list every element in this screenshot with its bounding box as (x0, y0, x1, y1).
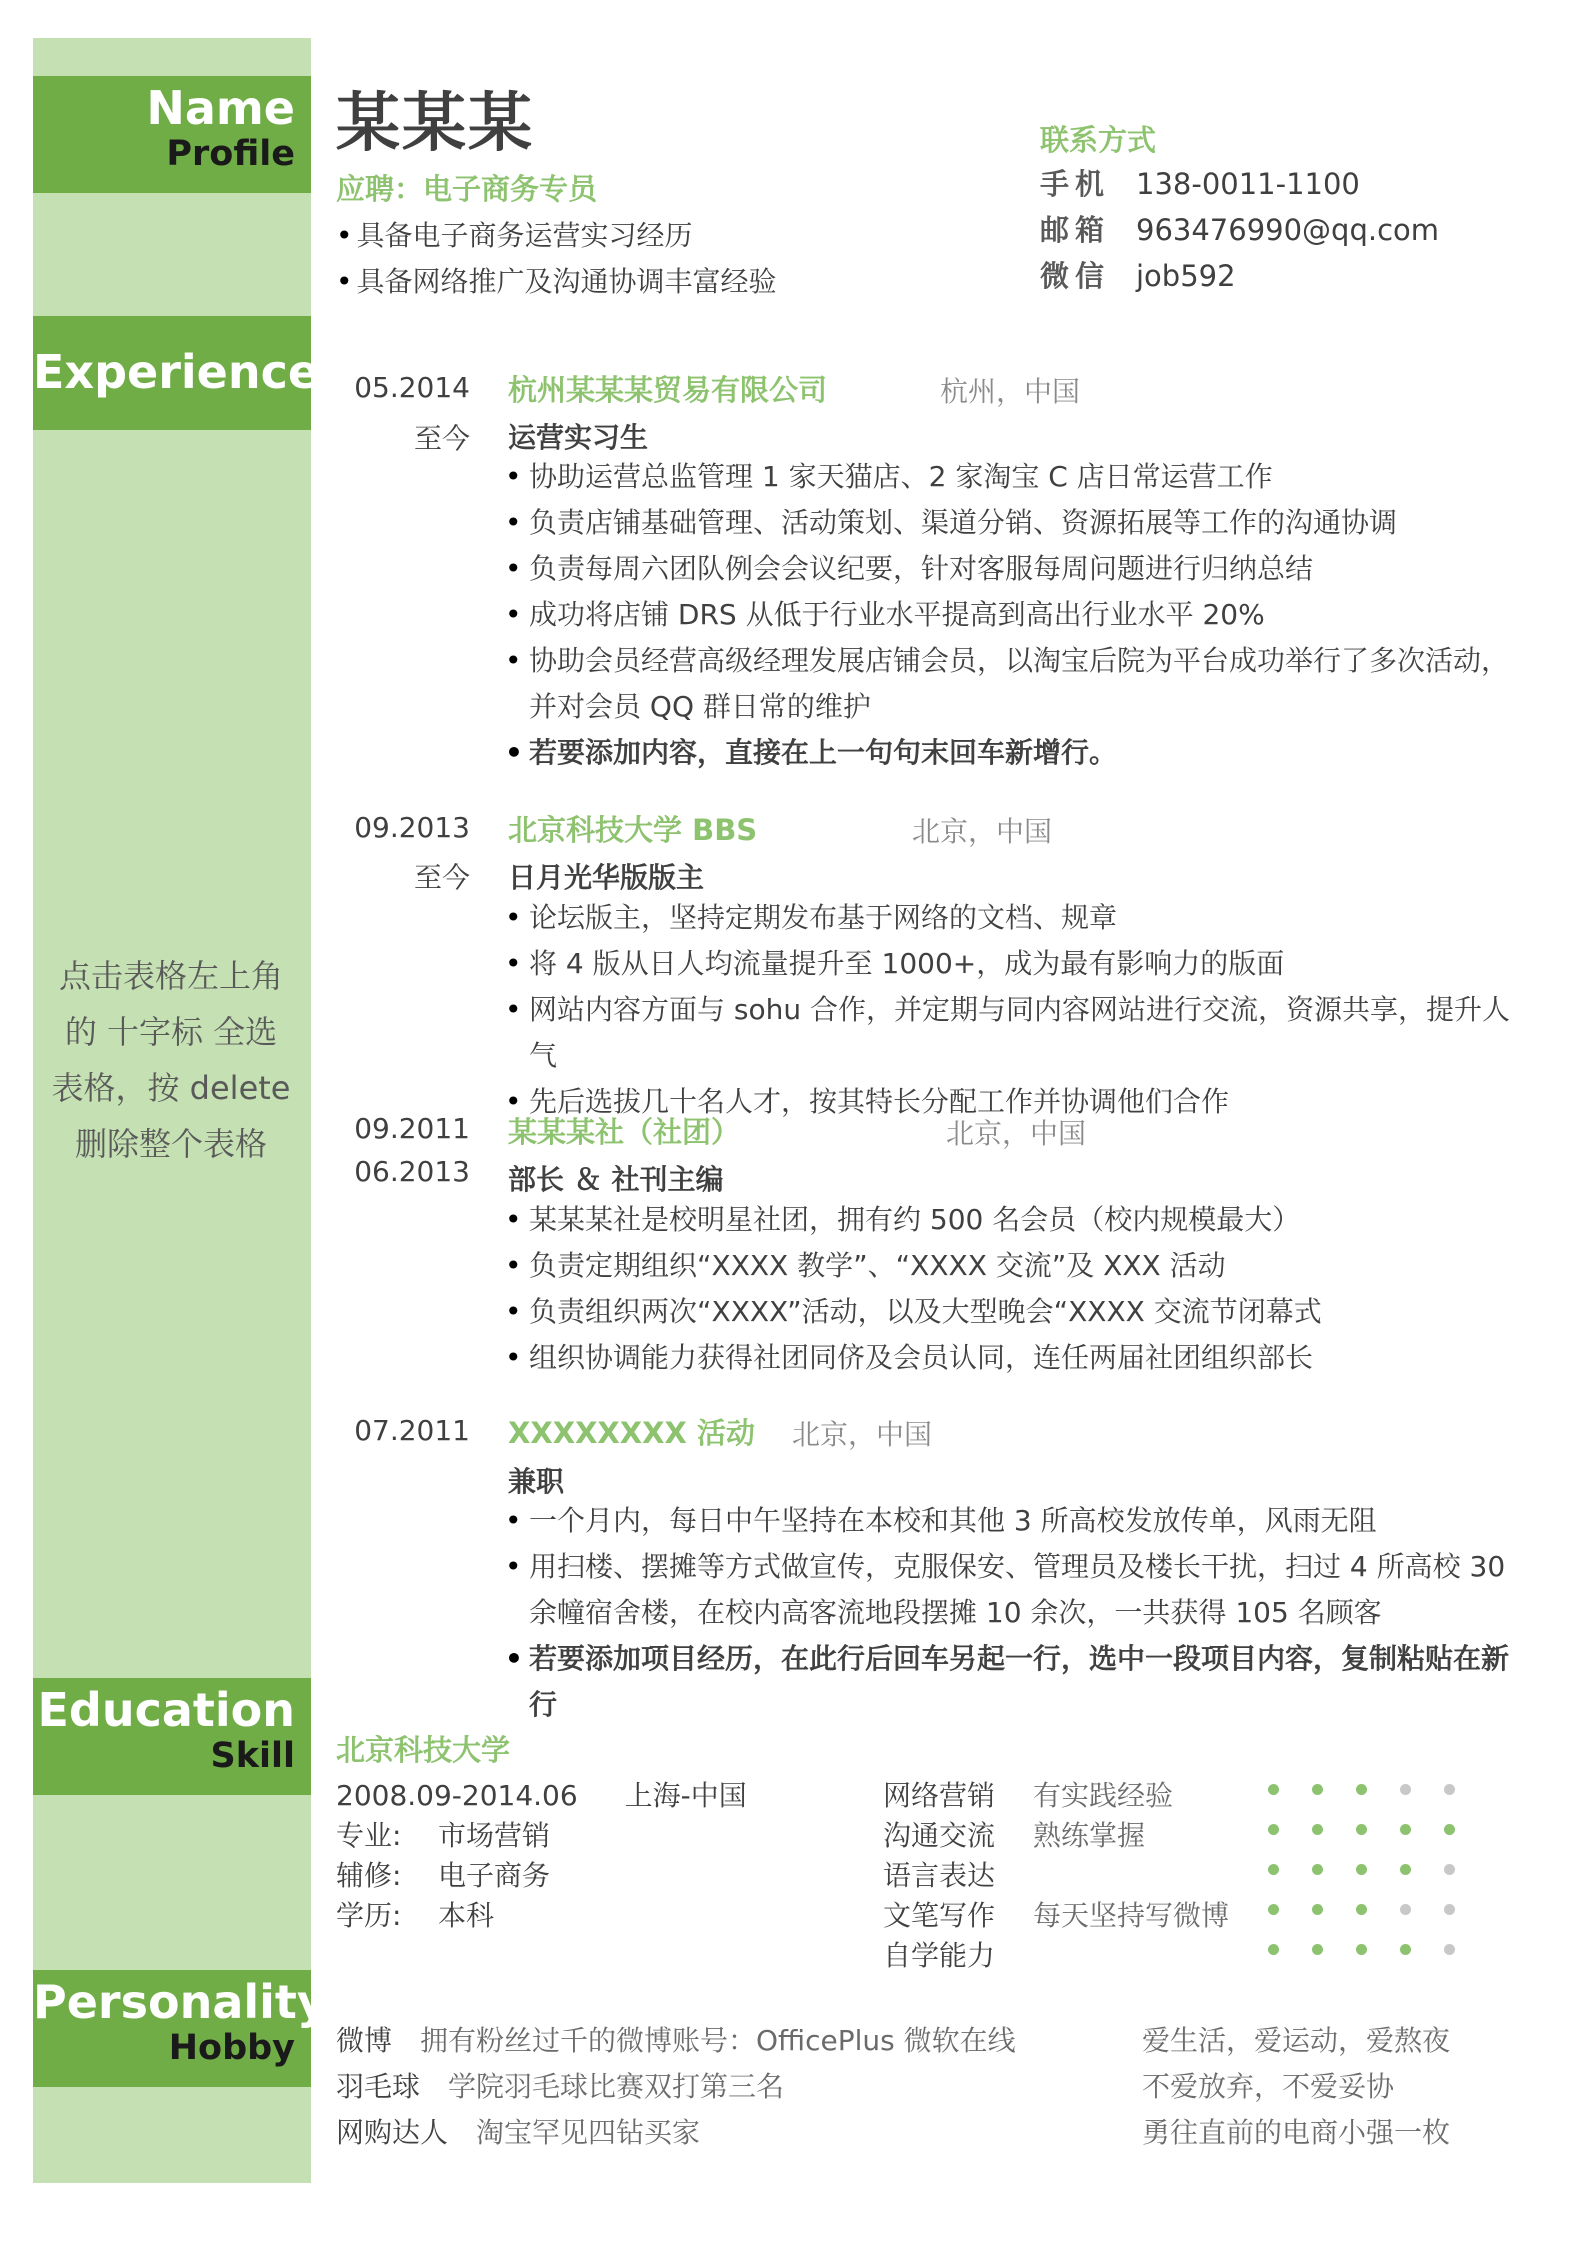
exp-item: • 协助运营总监管理 1 家天猫店、2 家淘宝 C 店日常运营工作 (505, 454, 1535, 500)
exp-items (505, 1498, 1535, 1728)
exp-start-date: 07.2011 (354, 1414, 470, 1447)
skill-desc: 熟练掌握 (1033, 1819, 1146, 1852)
exp-company: 杭州某某某贸易有限公司 (508, 373, 828, 407)
skill-dot-empty (1444, 1944, 1455, 1955)
contact-wechat (1040, 253, 1236, 299)
skill-dot-filled (1356, 1864, 1367, 1875)
skill-dot-empty (1444, 1904, 1455, 1915)
exp-item: • 一个月内，每日中午坚持在本校和其他 3 所高校发放传单，风雨无阻 (505, 1498, 1535, 1544)
skill-desc: 每天坚持写微博 (1033, 1899, 1230, 1932)
edu-degree-row (336, 1896, 494, 1936)
contact-value: job592 (1136, 259, 1236, 293)
skill-dot-empty (1444, 1784, 1455, 1795)
hobby-name: 网购达人 (336, 2116, 449, 2149)
exp-item: • 若要添加内容，直接在上一句句末回车新增行。 (505, 730, 1535, 776)
skill-name: 网络营销 (883, 1779, 996, 1812)
exp-role: 运营实习生 (508, 421, 649, 454)
exp-location: 杭州，中国 (940, 375, 1081, 408)
skill-dot-filled (1356, 1824, 1367, 1835)
edu-period: 2008.09-2014.06 (336, 1779, 578, 1812)
sidebar-note (45, 948, 297, 1172)
skill-dot-filled (1356, 1784, 1367, 1795)
name-band-subtitle: Profile (166, 134, 295, 174)
edu-period-row (336, 1776, 747, 1816)
skill-dot-filled (1268, 1944, 1279, 1955)
exp-item: • 负责组织两次“XXXX”活动，以及大型晚会“XXXX 交流节闭幕式 (505, 1289, 1535, 1335)
skill-level-dots (1268, 1784, 1468, 1984)
edu-minor-row (336, 1856, 550, 1896)
personality-band-subtitle: Hobby (168, 2028, 295, 2068)
skill-dot-filled (1356, 1944, 1367, 1955)
skill-dot-filled (1400, 1824, 1411, 1835)
exp-item: • 网站内容方面与 sohu 合作，并定期与同内容网站进行交流，资源共享，提升人气 (505, 987, 1535, 1079)
contact-value: 138-0011-1100 (1136, 167, 1360, 201)
skill-row (883, 1856, 1033, 1896)
exp-company: XXXXXXXX 活动 (508, 1416, 755, 1450)
exp-item: • 用扫楼、摆摊等方式做宣传，克服保安、管理员及楼长干扰，扫过 4 所高校 30 余幢宿舍楼，在校内高客流地段摆摊 10 余次，一共获得 105 名顾客 (505, 1544, 1535, 1636)
exp-start-date: 09.2011 (354, 1112, 470, 1145)
contact-label: 邮箱 (1040, 213, 1111, 247)
exp-company: 北京科技大学 BBS (508, 813, 758, 847)
skill-dot-filled (1312, 1784, 1323, 1795)
exp-item: • 论坛版主，坚持定期发布基于网络的文档、规章 (505, 895, 1535, 941)
hobby-row (336, 2018, 1016, 2064)
hobby-name: 微博 (336, 2024, 393, 2057)
skill-desc: 有实践经验 (1033, 1779, 1174, 1812)
skill-name: 语言表达 (883, 1859, 996, 1892)
sidebar-note-line: 点击表格左上角 (58, 957, 283, 995)
exp-role: 日月光华版版主 (508, 861, 705, 894)
hobby-desc: 拥有粉丝过千的微博账号：OfficePlus 微软在线 (420, 2024, 1016, 2057)
edu-school: 北京科技大学 (336, 1733, 511, 1767)
exp-item: • 负责店铺基础管理、活动策划、渠道分销、资源拓展等工作的沟通协调 (505, 500, 1535, 546)
personality-trait: 爱生活，爱运动，爱熬夜 (1142, 2024, 1451, 2057)
edu-value: 市场营销 (438, 1819, 551, 1852)
skill-dot-filled (1268, 1824, 1279, 1835)
skill-name: 文笔写作 (883, 1899, 996, 1932)
contact-title: 联系方式 (1040, 123, 1157, 157)
personality-trait: 不爱放弃，不爱妥协 (1142, 2070, 1395, 2103)
skill-row (883, 1936, 1033, 1976)
contact-value: 963476990@qq.com (1136, 213, 1440, 247)
edu-label: 辅修: (336, 1859, 402, 1892)
exp-location: 北京，中国 (912, 815, 1053, 848)
skill-dot-filled (1312, 1824, 1323, 1835)
edu-label: 学历: (336, 1899, 402, 1932)
contact-label: 微信 (1040, 259, 1111, 293)
skill-dot-filled (1268, 1784, 1279, 1795)
personality-trait: 勇往直前的电商小强一枚 (1142, 2116, 1451, 2149)
name-band (33, 76, 311, 193)
name-band-title: Name (146, 81, 295, 135)
exp-start-date: 09.2013 (354, 811, 470, 844)
apply-position: 应聘：电子商务专员 (336, 172, 598, 206)
exp-item: • 负责定期组织“XXXX 教学”、“XXXX 交流”及 XXX 活动 (505, 1243, 1535, 1289)
contact-email (1040, 207, 1439, 253)
hobby-desc: 学院羽毛球比赛双打第三名 (448, 2070, 785, 2103)
edu-label: 专业: (336, 1819, 402, 1852)
skill-dot-empty (1400, 1904, 1411, 1915)
skill-name: 自学能力 (883, 1939, 996, 1972)
edu-major-row (336, 1816, 550, 1856)
skill-row (883, 1896, 1229, 1936)
exp-start-date: 05.2014 (354, 371, 470, 404)
contact-phone (1040, 161, 1360, 207)
candidate-name: 某某某 (336, 87, 534, 161)
personality-band (33, 1970, 327, 2087)
experience-band (33, 316, 320, 430)
sidebar-note-line: 表格，按 delete (51, 1069, 291, 1107)
education-band-subtitle: Skill (210, 1736, 295, 1776)
education-band-title: Education (37, 1683, 295, 1737)
exp-company: 某某某社（社团） (508, 1115, 741, 1149)
exp-item: • 先后选拔几十名人才，按其特长分配工作并协调他们合作 (505, 1079, 1535, 1125)
edu-value: 电子商务 (438, 1859, 551, 1892)
education-band (33, 1678, 311, 1795)
skill-row (883, 1776, 1173, 1816)
skill-name: 沟通交流 (883, 1819, 996, 1852)
edu-value: 本科 (438, 1899, 495, 1932)
exp-end-date: 06.2013 (354, 1155, 470, 1188)
highlight-item: • 具备电子商务运营实习经历 (336, 213, 693, 259)
exp-items (505, 895, 1535, 1125)
skill-dot-filled (1444, 1824, 1455, 1835)
exp-item: • 某某某社是校明星社团，拥有约 500 名会员（校内规模最大） (505, 1197, 1535, 1243)
skill-dot-filled (1312, 1944, 1323, 1955)
exp-items (505, 454, 1535, 776)
exp-item: • 将 4 版从日人均流量提升至 1000+，成为最有影响力的版面 (505, 941, 1535, 987)
skill-dot-filled (1400, 1944, 1411, 1955)
skill-dot-empty (1444, 1864, 1455, 1875)
personality-band-title: Personality (33, 1975, 327, 2029)
exp-location: 北京，中国 (792, 1418, 933, 1451)
skill-dot-filled (1268, 1904, 1279, 1915)
hobby-row (336, 2064, 784, 2110)
skill-dot-filled (1268, 1864, 1279, 1875)
exp-role: 兼职 (508, 1465, 565, 1498)
exp-end-date: 至今 (413, 861, 470, 894)
exp-location: 北京，中国 (946, 1117, 1087, 1150)
hobby-desc: 淘宝罕见四钻买家 (476, 2116, 701, 2149)
skill-row (883, 1816, 1145, 1856)
skill-dot-empty (1400, 1784, 1411, 1795)
skill-dot-filled (1400, 1864, 1411, 1875)
exp-role: 部长 ＆ 社刊主编 (508, 1163, 724, 1196)
exp-item: • 组织协调能力获得社团同侪及会员认同，连任两届社团组织部长 (505, 1335, 1535, 1381)
sidebar-note-line: 删除整个表格 (74, 1125, 267, 1163)
skill-dot-filled (1312, 1904, 1323, 1915)
exp-item: • 负责每周六团队例会会议纪要，针对客服每周问题进行归纳总结 (505, 546, 1535, 592)
experience-band-title: Experience (33, 345, 320, 399)
exp-items (505, 1197, 1535, 1381)
contact-label: 手机 (1040, 167, 1111, 201)
exp-end-date: 至今 (413, 422, 470, 455)
exp-item: • 协助会员经营高级经理发展店铺会员，以淘宝后院为平台成功举行了多次活动，并对会员 QQ 群日常的维护 (505, 638, 1535, 730)
highlight-item: • 具备网络推广及沟通协调丰富经验 (336, 259, 777, 305)
skill-dot-filled (1312, 1864, 1323, 1875)
hobby-row (336, 2110, 700, 2156)
sidebar-note-line: 的 十字标 全选 (64, 1013, 278, 1051)
edu-place: 上海-中国 (624, 1779, 747, 1812)
exp-item: • 若要添加项目经历，在此行后回车另起一行，选中一段项目内容，复制粘贴在新行 (505, 1636, 1535, 1728)
skill-dot-filled (1356, 1904, 1367, 1915)
exp-item: • 成功将店铺 DRS 从低于行业水平提高到高出行业水平 20% (505, 592, 1535, 638)
hobby-name: 羽毛球 (336, 2070, 421, 2103)
